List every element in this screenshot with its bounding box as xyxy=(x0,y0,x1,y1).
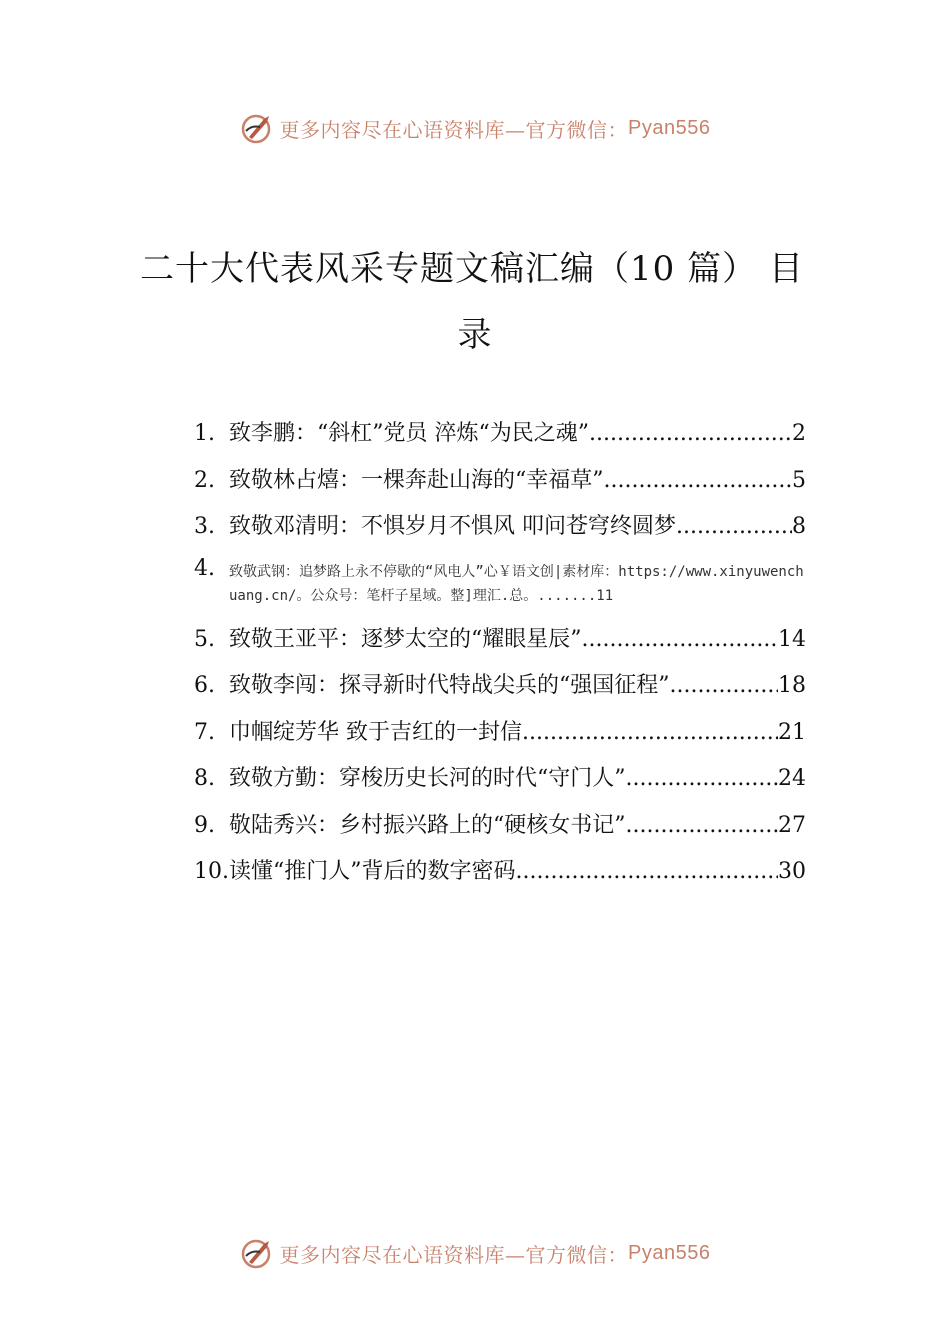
toc-leader xyxy=(676,514,792,539)
toc-page: 30 xyxy=(778,859,806,884)
toc-leader xyxy=(582,627,779,652)
toc-number: 8. xyxy=(194,766,215,791)
toc-label: 致敬王亚平：逐梦太空的“耀眼星辰” xyxy=(229,626,582,652)
toc-leader xyxy=(670,673,779,698)
toc-page: 14 xyxy=(778,626,806,652)
toc-entry[interactable] xyxy=(194,808,806,855)
toc-entry[interactable] xyxy=(194,668,806,715)
banner-text: 更多内容尽在心语资料库—官方微信： xyxy=(279,117,629,142)
toc-label: 致敬武钢：追梦路上永不停歇的“风电人”心￥语文创|素材库：https://www.xinyuwenchuang.cn/。公众号：笔杆子星域。整]理汇.总。.......11 xyxy=(229,563,804,604)
toc-label: 致李鹏：“斜杠”党员 淬炼“为民之魂” xyxy=(229,421,589,446)
toc-page: 8 xyxy=(792,514,806,539)
document-title xyxy=(140,236,810,368)
toc-entry[interactable] xyxy=(194,854,806,901)
toc-entry[interactable] xyxy=(194,556,806,622)
toc-entry[interactable] xyxy=(194,509,806,556)
toc-leader xyxy=(522,720,778,745)
toc-page: 24 xyxy=(778,766,806,791)
toc-number: 5. xyxy=(194,626,215,652)
toc-number: 4. xyxy=(194,555,215,581)
toc-leader xyxy=(626,813,779,838)
title-line-1: 二十大代表风采专题文稿汇编（10 篇） 目 xyxy=(140,249,804,289)
toc-number: 3. xyxy=(194,514,215,539)
toc-number: 6. xyxy=(194,673,215,698)
toc-entry[interactable] xyxy=(194,715,806,762)
toc-number: 9. xyxy=(194,812,215,838)
toc-label: 致敬李闯：探寻新时代特战尖兵的“强国征程” xyxy=(229,673,670,698)
toc-page: 18 xyxy=(778,673,806,698)
toc-number: 2. xyxy=(194,467,215,493)
toc-label: 巾帼绽芳华 致于吉红的一封信 xyxy=(229,719,522,745)
toc-label: 致敬林占熺：一棵奔赴山海的“幸福草” xyxy=(229,467,604,493)
toc-label: 致敬邓清明：不惧岁月不惧风 叩问苍穹终圆梦 xyxy=(229,514,676,539)
toc-number: 1. xyxy=(194,421,215,446)
toc-label: 读懂“推门人”背后的数字密码 xyxy=(229,859,516,884)
toc-page: 21 xyxy=(778,719,806,745)
pen-logo-icon xyxy=(240,111,274,145)
toc-number: 7. xyxy=(194,719,215,745)
toc-entry[interactable] xyxy=(194,416,806,463)
title-line-2: 录 xyxy=(457,315,493,355)
toc-page: 5 xyxy=(792,467,806,493)
toc-label: 敬陆秀兴：乡村振兴路上的“硬核女书记” xyxy=(229,812,626,838)
toc-leader xyxy=(626,766,779,791)
toc-leader xyxy=(604,468,793,493)
toc-number: 10. xyxy=(194,859,229,884)
banner-text: 更多内容尽在心语资料库—官方微信： xyxy=(279,1242,629,1267)
toc-leader xyxy=(589,421,792,446)
toc-entry[interactable] xyxy=(194,622,806,669)
table-of-contents xyxy=(194,416,806,901)
toc-entry[interactable] xyxy=(194,463,806,510)
toc-page: 27 xyxy=(778,812,806,838)
toc-entry[interactable] xyxy=(194,761,806,808)
footer-banner xyxy=(0,1233,950,1273)
toc-label: 致敬方勤：穿梭历史长河的时代“守门人” xyxy=(229,766,626,791)
toc-leader xyxy=(516,859,779,884)
banner-wechat-id: Pyan556 xyxy=(628,1241,711,1264)
pen-logo-icon xyxy=(240,1236,274,1270)
banner-wechat-id: Pyan556 xyxy=(628,116,711,139)
toc-page: 2 xyxy=(792,421,806,446)
header-banner xyxy=(0,108,950,148)
